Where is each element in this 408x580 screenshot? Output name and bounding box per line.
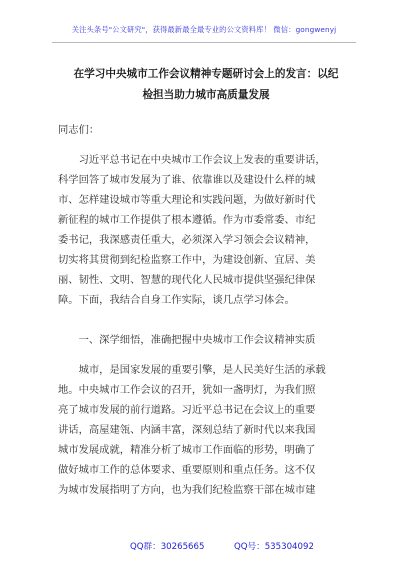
footer-qq-number: QQ号：535304092 [234, 542, 314, 552]
footer-qq-group: QQ群：30265665 [130, 542, 205, 552]
salutation-text: 同志们： [58, 124, 100, 136]
document-title [58, 64, 354, 106]
paragraph-line: 新征程的城市工作提供了根本遵循。作为市委常委、市纪 [58, 214, 316, 226]
header-divider [52, 42, 356, 43]
paragraph-line: 科学回答了城市发展为了谁、依靠谁以及建设什么样的城 [58, 174, 316, 186]
paragraph-line: 市、怎样建设城市等重大理论和实践问题，为做好新时代 [58, 194, 316, 206]
paragraph-line: 切实将其贯彻到纪检监察工作中，为建设创新、宜居、美 [58, 254, 316, 266]
paragraph-line: 亮了城市发展的前行道路。习近平总书记在会议上的重要 [58, 404, 316, 416]
paragraph-2 [58, 360, 350, 500]
paragraph-line: 障。下面，我结合自身工作实际，谈几点学习体会。 [58, 294, 295, 306]
title-line-2: 检担当助力城市高质量发展 [142, 89, 270, 101]
paragraph-1 [58, 150, 350, 310]
paragraph-line: 委书记，我深感责任重大，必须深入学习领会会议精神， [58, 234, 316, 246]
paragraph-line: 丽、韧性、文明、智慧的现代化人民城市提供坚强纪律保 [58, 274, 316, 286]
paragraph-line: 讲话，高屋建瓴、内涵丰富，深刻总结了新时代以来我国 [58, 424, 316, 436]
paragraph-line: 地。中央城市工作会议的召开，犹如一盏明灯，为我们照 [58, 384, 316, 396]
salutation [58, 120, 350, 140]
paragraph-line: 为城市发展指明了方向，也为我们纪检监察干部在城市建 [58, 484, 316, 496]
section-heading [58, 330, 350, 350]
section-heading-text: 一、深学细悟，准确把握中央城市工作会议精神实质 [58, 334, 316, 346]
paragraph-line: 城市，是国家发展的重要引擎，是人民美好生活的承载 [58, 364, 326, 376]
paragraph-line: 做好城市工作的总体要求、重要原则和重点任务。这不仅 [58, 464, 316, 476]
paragraph-line: 习近平总书记在中央城市工作会议上发表的重要讲话， [58, 154, 326, 166]
title-line-1: 在学习中央城市工作会议精神专题研讨会上的发言：以纪 [73, 68, 339, 80]
paragraph-line: 城市发展成就，精准分析了城市工作面临的形势，明确了 [58, 444, 316, 456]
header-banner: 关注头条号"公文研究"，获得最新最全最专业的公文资料库！ 微信：gongwenyj [71, 25, 337, 34]
